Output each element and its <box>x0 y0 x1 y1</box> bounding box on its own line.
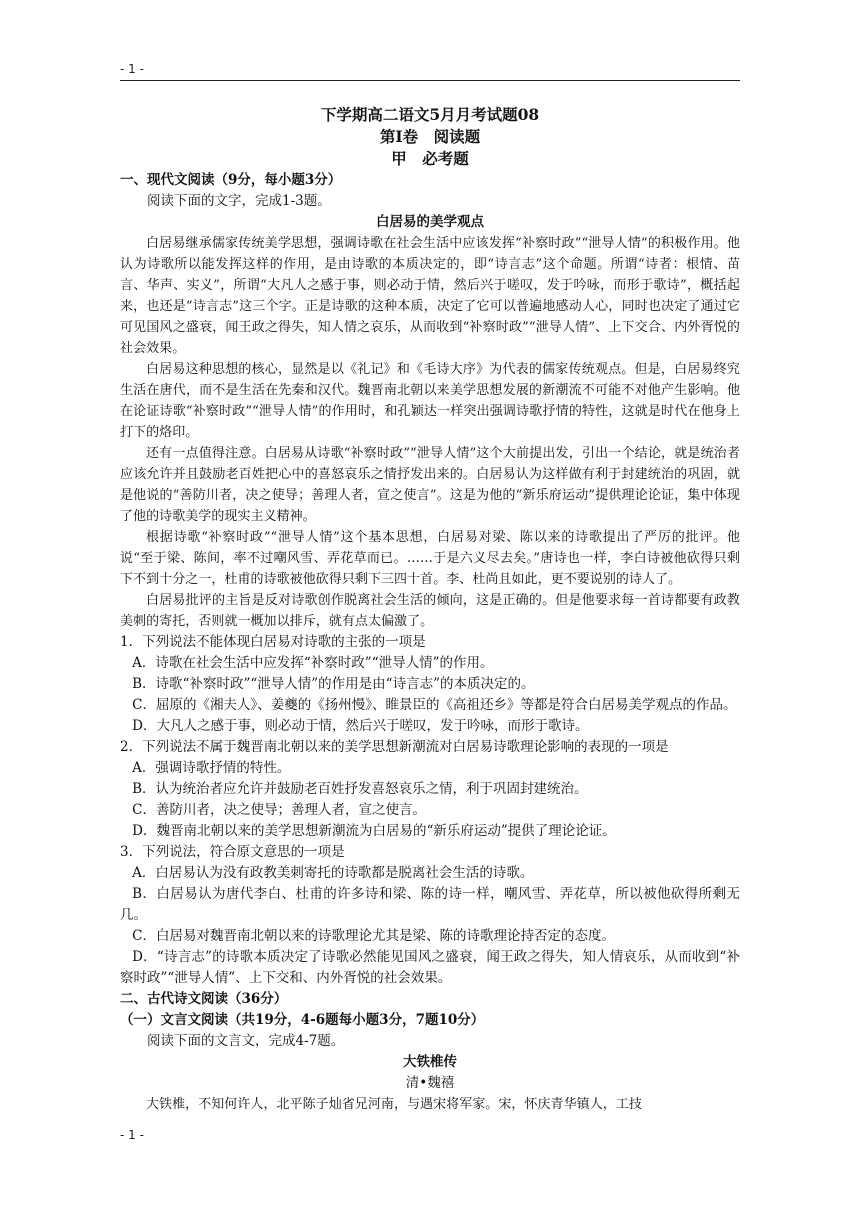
question-1-option: C．屈原的《湘夫人》、姜夔的《扬州慢》、睢景臣的《高祖还乡》等都是符合白居易美学观点的作品。 <box>132 697 737 713</box>
article-paragraph: 还有一点值得注意。白居易从诗歌“补察时政”“泄导人情”这个大前提出发，引出一个结论，就是统治者应该允许并且鼓励老百姓把心中的喜怒哀乐之情抒发出来的。白居易认为这样做有利于封建统治的巩固，就是他说的“善防川者，决之使导；善理人者，宣之使言”。这是为他的“新乐府运动”提供理论论证，集中体现了他的诗歌美学的现实主义精神。 <box>120 446 740 524</box>
question-2: 2．下列说法不属于魏晋南北朝以来的美学思想新潮流对白居易诗歌理论影响的表现的一项是 <box>120 739 669 755</box>
question-1-option: D．大凡人之感于事，则必动于情，然后兴于嗟叹，发于吟咏，而形于歌诗。 <box>132 718 589 734</box>
section-heading: 甲 必考题 <box>391 149 469 168</box>
question-1-option: A．诗歌在社会生活中应发挥“补察时政”“泄导人情”的作用。 <box>132 655 494 671</box>
article-paragraph: 白居易继承儒家传统美学思想，强调诗歌在社会生活中应该发挥“补察时政”“泄导人情”的积极作用。他认为诗歌所以能发挥这样的作用，是由诗歌的本质决定的，即“诗言志”这个命题。所谓“诗者：根情、苗言、华声、实义”，所谓“大凡人之感于事，则必动于情，然后兴于嗟叹，发于吟咏，而形于歌诗”，概括起来，也还是“诗言志”这三个字。正是诗歌的这种本质，决定了它可以普遍地感动人心，同时也决定了通过它可见国风之盛衰，闻王政之得失，知人情之哀乐，从而收到“补察时政”“泄导人情”、上下交合、内外胥悦的社会效果。 <box>120 236 740 356</box>
question-1-option: B．诗歌“补察时政”“泄导人情”的作用是由“诗言志”的本质决定的。 <box>132 676 535 692</box>
document-title: 下学期高二语文5月月考试题08 <box>320 105 540 124</box>
article-paragraph: 白居易批评的主旨是反对诗歌创作脱离社会生活的倾向，这是正确的。但是他要求每一首诗都要有政教美刺的寄托，否则就一概加以排斥，就有点太偏激了。 <box>120 593 740 629</box>
classical-text-author: 清•魏禧 <box>405 1075 455 1091</box>
question-3-option: C．白居易对魏晋南北朝以来的诗歌理论尤其是梁、陈的诗歌理论持否定的态度。 <box>132 928 615 944</box>
article-title: 白居易的美学观点 <box>376 214 484 230</box>
question-3-option: B．白居易认为唐代李白、杜甫的许多诗和梁、陈的诗一样，嘲风雪、弄花草，所以被他砍得所剩无几。 <box>120 886 740 923</box>
page-number-top: - 1 - <box>120 62 144 76</box>
section-1-heading: 一、现代文阅读（9分，每小题3分） <box>120 172 342 188</box>
page-number-bottom: - 1 - <box>120 1128 144 1142</box>
section-2-heading: 二、古代诗文阅读（36分） <box>120 991 288 1007</box>
section-2-subheading: （一）文言文阅读（共19分，4-6题每小题3分，7题10分） <box>120 1012 485 1028</box>
document-page <box>120 104 740 1115</box>
question-3: 3．下列说法，符合原文意思的一项是 <box>120 844 345 860</box>
classical-text-paragraph: 大铁椎，不知何许人，北平陈子灿省兄河南，与遇宋将军家。宋，怀庆青华镇人，工技 <box>146 1097 642 1112</box>
question-2-option: B．认为统治者应允许并鼓励老百姓抒发喜怒哀乐之情，利于巩固封建统治。 <box>132 781 588 797</box>
question-3-option: D．“诗言志”的诗歌本质决定了诗歌必然能见国风之盛衰，闻王政之得失，知人情哀乐，从而收到“补察时政”“泄导人情”、上下交和、内外胥悦的社会效果。 <box>120 949 740 986</box>
question-2-option: A．强调诗歌抒情的特性。 <box>132 760 291 776</box>
question-2-option: D．魏晋南北朝以来的美学思想新潮流为白居易的“新乐府运动”提供了理论论证。 <box>132 823 616 839</box>
question-2-option: C．善防川者，决之使导；善理人者，宣之使言。 <box>132 802 426 818</box>
question-3-option: A．白居易认为没有政教美刺寄托的诗歌都是脱离社会生活的诗歌。 <box>132 865 534 881</box>
section-2-instruction: 阅读下面的文言文，完成4-7题。 <box>147 1033 345 1049</box>
article-paragraph: 白居易这种思想的核心，显然是以《礼记》和《毛诗大序》为代表的儒家传统观点。但是，白居易终究生活在唐代，而不是生活在先秦和汉代。魏晋南北朝以来美学思想发展的新潮流不可能不对他产生影响。他在论证诗歌“补察时政”“泄导人情”的作用时，和孔颖达一样突出强调诗歌抒情的特性，这就是时代在他身上打下的烙印。 <box>120 362 740 440</box>
section-1-instruction: 阅读下面的文字，完成1-3题。 <box>147 193 331 209</box>
article-paragraph: 根据诗歌“补察时政”“泄导人情”这个基本思想，白居易对梁、陈以来的诗歌提出了严厉的批评。他说“至于梁、陈间，率不过嘲风雪、弄花草而已。……于是六义尽去矣。”唐诗也一样，李白诗被他砍得只剩下不到十分之一，杜甫的诗歌被他砍得只剩下三四十首。李、杜尚且如此，更不要说别的诗人了。 <box>120 530 740 587</box>
part-heading: 第Ⅰ卷 阅读题 <box>379 127 481 146</box>
header-rule <box>120 80 740 81</box>
classical-text-title: 大铁椎传 <box>403 1054 457 1070</box>
question-1: 1．下列说法不能体现白居易对诗歌的主张的一项是 <box>120 634 426 650</box>
